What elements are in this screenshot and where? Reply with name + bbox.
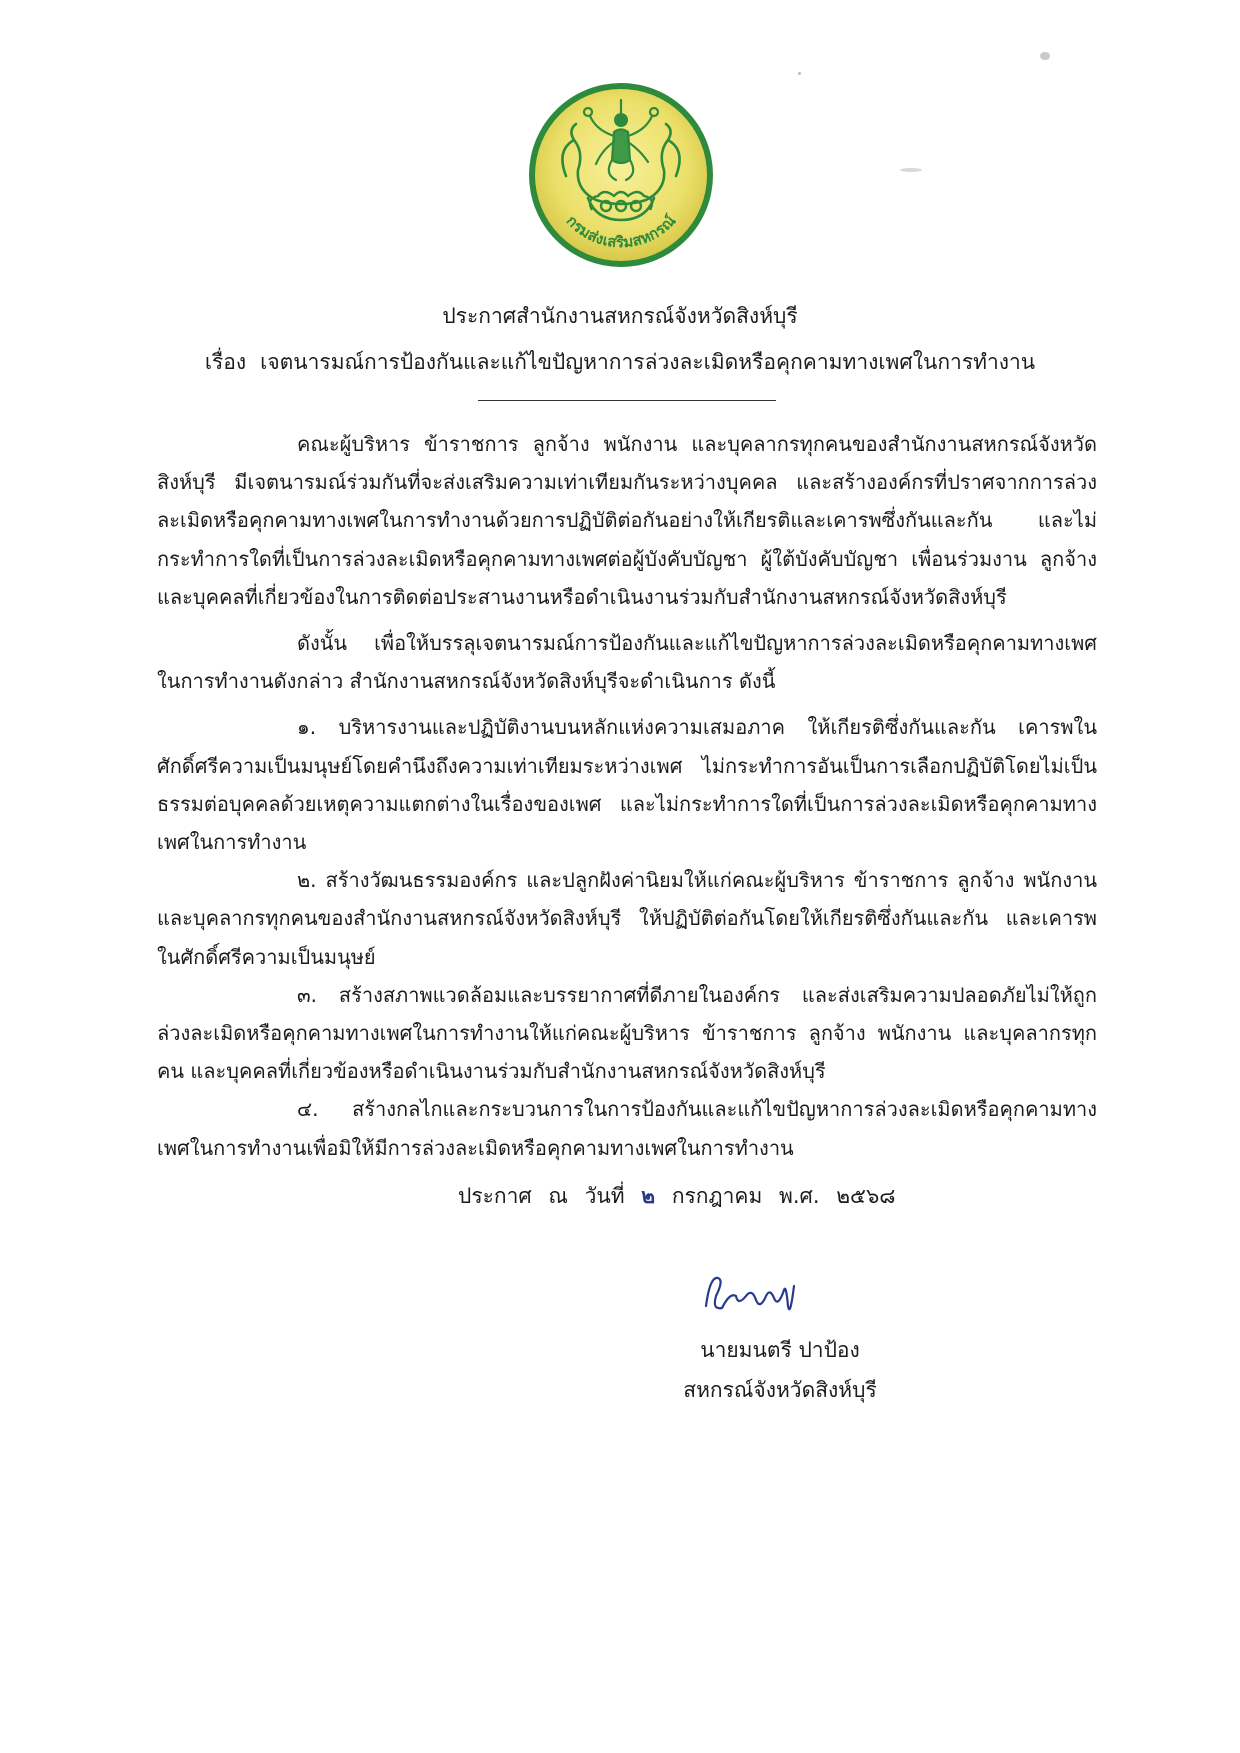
signer-block <box>680 1330 880 1410</box>
date-month: กรกฎาคม <box>671 1184 763 1208</box>
date-day: ๒ <box>641 1184 656 1208</box>
date-era: พ.ศ. <box>779 1184 820 1208</box>
date-year: ๒๕๖๘ <box>836 1184 896 1208</box>
announcement-body <box>157 425 1097 1167</box>
date-at: ณ <box>548 1184 568 1208</box>
subject-label: เรื่อง <box>204 350 247 374</box>
measure-item-3: ๓. สร้างสภาพแวดล้อมและบรรยากาศที่ดีภายในองค์กร และส่งเสริมความปลอดภัยไม่ให้ถูกล่วงละเมิดหรือคุกคามทางเพศในการทำงานให้แก่คณะผู้บริหาร ข้าราชการ ลูกจ้าง พนักงาน และบุคลากรทุกคน และบุคคลที่เกี่ยวข้องหรือดำเนินงานร่วมกับสำนักงานสหกรณ์จังหวัดสิงห์บุรี <box>157 982 1097 1084</box>
handwritten-signature <box>696 1266 806 1322</box>
scan-speck <box>900 168 922 172</box>
measure-item-2: ๒. สร้างวัฒนธรรมองค์กร และปลูกฝังค่านิยมให้แก่คณะผู้บริหาร ข้าราชการ ลูกจ้าง พนักงาน และบุคลากรทุกคนของสำนักงานสหกรณ์จังหวัดสิงห์บุรี ให้ปฏิบัติต่อกันโดยให้เกียรติซึ่งกันและกัน และเคารพในศักดิ์ศรีความเป็นมนุษย์ <box>157 868 1097 969</box>
signer-position: สหกรณ์จังหวัดสิงห์บุรี <box>683 1378 877 1402</box>
intro-paragraph: คณะผู้บริหาร ข้าราชการ ลูกจ้าง พนักงาน และบุคลากรทุกคนของสำนักงานสหกรณ์จังหวัดสิงห์บุรี มีเจตนารมณ์ร่วมกันที่จะส่งเสริมความเท่าเทียมกันระหว่างบุคคล และสร้างองค์กรที่ปราศจากการล่วงละเมิดหรือคุกคามทางเพศในการทำงานด้วยการปฏิบัติต่อกันอย่างให้เกียรติและเคารพซึ่งกันและกัน และไม่กระทำการใดที่เป็นการล่วงละเมิดหรือคุกคามทางเพศต่อผู้บังคับบัญชา ผู้ใต้บังคับบัญชา เพื่อนร่วมงาน ลูกจ้าง และบุคคลที่เกี่ยวข้องในการติดต่อประสานงานหรือดำเนินงานร่วมกับสำนักงานสหกรณ์จังหวัดสิงห์บุรี <box>157 432 1097 609</box>
scan-speck <box>1040 52 1050 60</box>
signer-name: นายมนตรี ปาป้อง <box>700 1338 860 1362</box>
announcement-date <box>458 1180 906 1213</box>
measure-item-1: ๑. บริหารงานและปฏิบัติงานบนหลักแห่งความเสมอภาค ให้เกียรติซึ่งกันและกัน เคารพในศักดิ์ศรีความเป็นมนุษย์โดยคำนึงถึงความเท่าเทียมระหว่างเพศ ไม่กระทำการอันเป็นการเลือกปฏิบัติโดยไม่เป็นธรรมต่อบุคคลด้วยเหตุความแตกต่างในเรื่องของเพศ และไม่กระทำการใดที่เป็นการล่วงละเมิดหรือคุกคามทางเพศในการทำงาน <box>157 715 1097 855</box>
date-prefix: ประกาศ <box>458 1184 532 1208</box>
subject-text: เจตนารมณ์การป้องกันและแก้ไขปัญหาการล่วงละเมิดหรือคุกคามทางเพศในการทำงาน <box>260 350 1036 374</box>
emblem-ring-text: กรมส่งเสริมสหกรณ์ <box>562 211 680 252</box>
measure-item-4: ๔. สร้างกลไกและกระบวนการในการป้องกันและแก้ไขปัญหาการล่วงละเมิดหรือคุกคามทางเพศในการทำงานเพื่อมิให้มีการล่วงละเมิดหรือคุกคามทางเพศในการทำงาน <box>157 1097 1097 1160</box>
date-day-label: วันที่ <box>584 1184 625 1208</box>
title-divider <box>478 400 776 401</box>
lead-paragraph: ดังนั้น เพื่อให้บรรลุเจตนารมณ์การป้องกันและแก้ไขปัญหาการล่วงละเมิดหรือคุกคามทางเพศในการทำงานดังกล่าว สำนักงานสหกรณ์จังหวัดสิงห์บุรีจะดำเนินการ ดังนี้ <box>157 631 1097 694</box>
subject-line <box>0 346 1240 379</box>
announcement-title: ประกาศสำนักงานสหกรณ์จังหวัดสิงห์บุรี <box>442 304 798 328</box>
department-emblem <box>526 80 716 270</box>
scan-speck <box>798 72 801 75</box>
